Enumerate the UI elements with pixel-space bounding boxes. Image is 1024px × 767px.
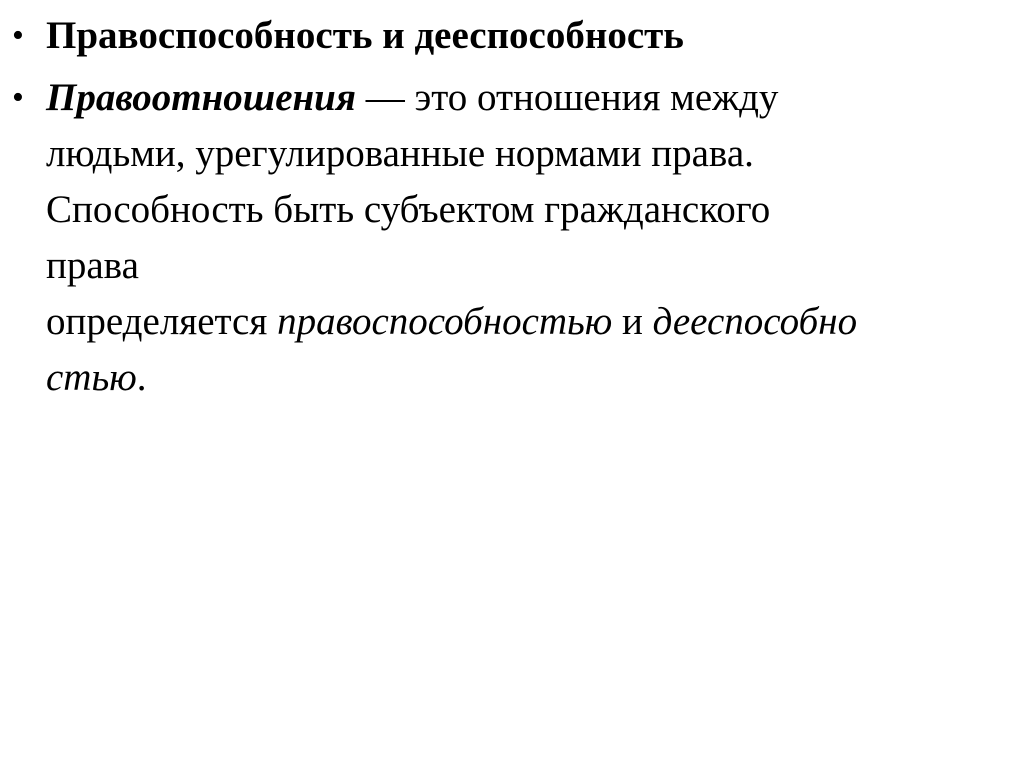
bullet-marker: • xyxy=(12,79,24,116)
paragraph-line-4: права xyxy=(46,244,139,287)
term-active-capacity-part2: стью xyxy=(46,356,137,399)
paragraph-line-1 xyxy=(46,70,1004,126)
term-active-capacity-part1: дееспособно xyxy=(652,300,858,343)
paragraph-line-5 xyxy=(46,294,1004,350)
bullet-marker: • xyxy=(12,17,24,54)
term-legal-capacity: правоспособностью xyxy=(277,300,613,343)
bullet-item-legal-relations xyxy=(0,70,1024,406)
bullet-item-legal-capacity xyxy=(0,8,1024,64)
text-determined: определяется xyxy=(46,300,278,343)
paragraph-line-6 xyxy=(46,350,1004,406)
paragraph-line-3: Способность быть субъектом гражданского xyxy=(46,188,771,231)
bullet-list xyxy=(0,8,1024,406)
definition-text: — это отношения между xyxy=(355,76,779,119)
text-and: и xyxy=(612,300,653,343)
bullet-heading: Правоспособность и дееспособность xyxy=(46,14,684,57)
paragraph-line-2: людьми, урегулированные нормами права. xyxy=(46,132,754,175)
term-legal-relations: Правоотношения xyxy=(46,76,356,119)
text-period: . xyxy=(136,356,147,399)
